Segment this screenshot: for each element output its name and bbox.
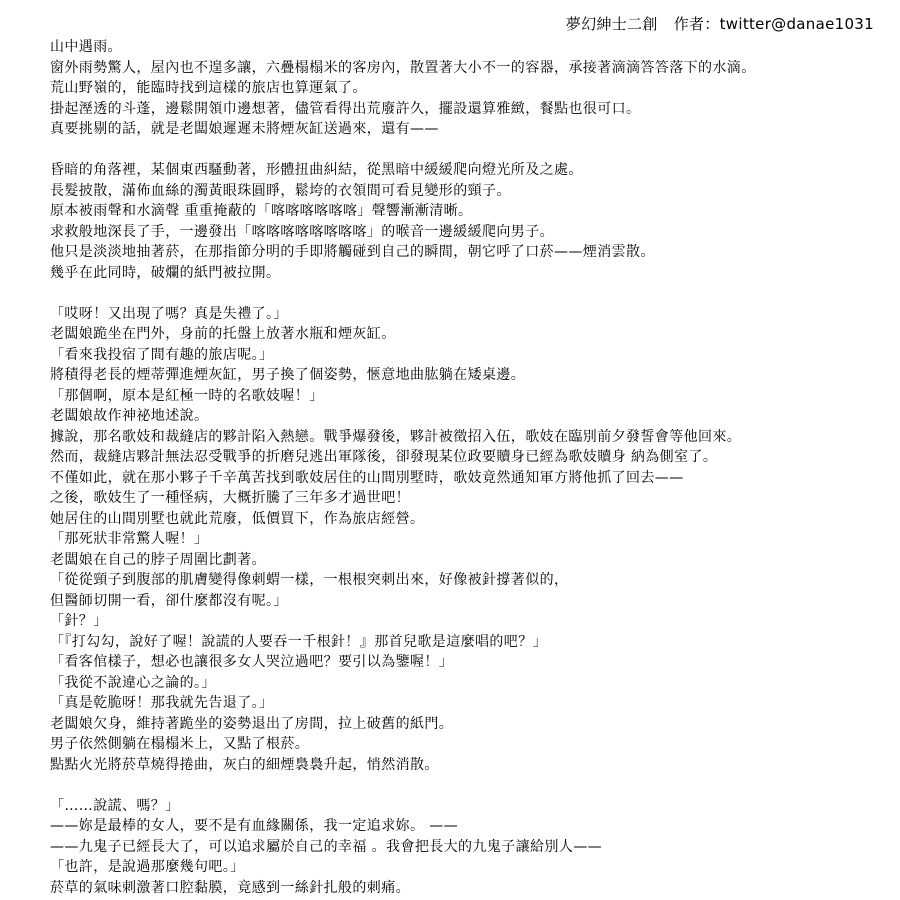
story-line: 老闆娘跪坐在門外，身前的托盤上放著水瓶和煙灰缸。 [50, 326, 396, 342]
document-header [566, 14, 874, 34]
story-line: 荒山野嶺的，能臨時找到這樣的旅店也算運氣了。 [50, 80, 367, 96]
story-line: 老闆娘欠身，維持著跪坐的姿勢退出了房間，拉上破舊的紙門。 [50, 715, 454, 732]
series-title: 夢幻紳士二創 [565, 15, 658, 33]
story-body [50, 37, 890, 898]
story-line: 「真是乾脆呀！那我就先告退了。」 [50, 695, 274, 711]
story-line: 將積得老長的煙蒂彈進煙灰缸，男子換了個姿勢，愜意地曲肱躺在矮桌邊。 [50, 367, 526, 383]
paragraph-break [50, 775, 890, 796]
story-line: 原本被雨聲和水滴聲 重重掩蔽的「喀喀喀喀喀喀」聲響漸漸清晰。 [50, 203, 473, 219]
story-line: ——九鬼子已經長大了，可以追求屬於自己的幸福 。我會把長大的九鬼子讓給別人—— [50, 838, 603, 855]
story-line: 「看客倌樣子，想必也讓很多女人哭泣過吧？要引以為鑒喔！」 [50, 654, 454, 670]
story-line: 幾乎在此同時，破爛的紙門被拉開。 [50, 264, 281, 281]
story-line: 求救般地深長了手，一邊發出「喀喀喀喀喀喀喀喀」的喉音一邊緩緩爬向男子。 [50, 223, 554, 240]
story-line: 「『打勾勾，說好了喔！說謊的人要吞一千根針！』那首兒歌是這麼唱的吧？」 [50, 633, 547, 650]
story-line: 「針？」 [50, 613, 108, 629]
story-line: 男子依然側躺在榻榻米上，又點了根菸。 [50, 736, 310, 752]
story-line: 但醫師切開一看，卻什麼都沒有呢。」 [50, 592, 288, 609]
story-line: 點點火光將菸草燒得捲曲，灰白的細煙裊裊升起，悄然消散。 [50, 756, 439, 773]
story-line: 據說，那名歌妓和裁縫店的夥計陷入熱戀。戰爭爆發後，夥計被徵招入伍，歌妓在臨別前夕發誓會等他回來。 [50, 428, 742, 445]
story-line: 「我從不說違心之論的。」 [50, 674, 216, 691]
story-line: 「……說謊、嗎？」 [50, 797, 180, 814]
story-line: 長髮披散，滿佈血絲的濁黃眼珠圓睜，鬆垮的衣領間可看見變形的頸子。 [50, 182, 511, 199]
story-line: 「哎呀！又出現了嗎？真是失禮了。」 [50, 305, 288, 322]
story-line: 老闆娘在自己的脖子周圍比劃著。 [50, 551, 266, 568]
story-line: 老闆娘故作神祕地述說。 [50, 408, 209, 424]
story-line: 「也許，是說過那麼幾句吧。」 [50, 859, 245, 875]
story-line: 窗外雨勢驚人，屋內也不遑多讓，六疊榻榻米的客房內，散置著大小不一的容器，承接著滴滴答答落下的水滴。 [50, 59, 756, 76]
story-line: 真要挑剔的話，就是老闆娘遲遲未將煙灰缸送過來，還有—— [50, 121, 439, 137]
story-line: 山中遇雨。 [50, 39, 122, 55]
story-line: 「從從頸子到腹部的肌膚變得像刺蝟一樣，一根根突刺出來，好像被針撐著似的， [50, 572, 569, 588]
story-line: ——妳是最棒的女人，要不是有血緣關係，我一定追求妳。 —— [50, 818, 459, 834]
story-line: 之後，歌妓生了一種怪病，大概折騰了三年多才過世吧！ [50, 490, 410, 506]
story-line: 然而，裁縫店夥計無法忍受戰爭的折磨兒逃出軍隊後，卻發現某位政要贖身已經為歌妓贖身 納為側室了。 [50, 449, 718, 465]
paragraph-break [50, 140, 890, 161]
story-line: 菸草的氣味刺激著口腔黏膜，竟感到一絲針扎般的刺痛。 [50, 879, 410, 896]
story-line: 「那個啊，原本是紅極一時的名歌妓喔！」 [50, 387, 324, 404]
author-credit: 作者：twitter@danae1031 [673, 15, 874, 33]
story-line: 他只是淡淡地抽著菸，在那指節分明的手即將觸碰到自己的瞬間，朝它呼了口菸——煙消雲散。 [50, 244, 655, 260]
story-line: 「看來我投宿了間有趣的旅店呢。」 [50, 346, 274, 363]
story-line: 掛起溼透的斗蓬，邊鬆開領巾邊想著，儘管看得出荒廢許久，擺設還算雅緻，餐點也很可口。 [50, 100, 641, 117]
story-line: 她居住的山間別墅也就此荒廢，低價買下，作為旅店經營。 [50, 510, 425, 527]
story-line: 「那死狀非常驚人喔！」 [50, 531, 209, 547]
story-line: 不僅如此，就在那小夥子千辛萬苦找到歌妓居住的山間別墅時，歌妓竟然通知軍方將他抓了回去—— [50, 469, 684, 486]
story-line: 昏暗的角落裡，某個東西騷動著，形體扭曲糾結，從黑暗中緩緩爬向燈光所及之處。 [50, 162, 583, 178]
paragraph-break [50, 283, 890, 304]
